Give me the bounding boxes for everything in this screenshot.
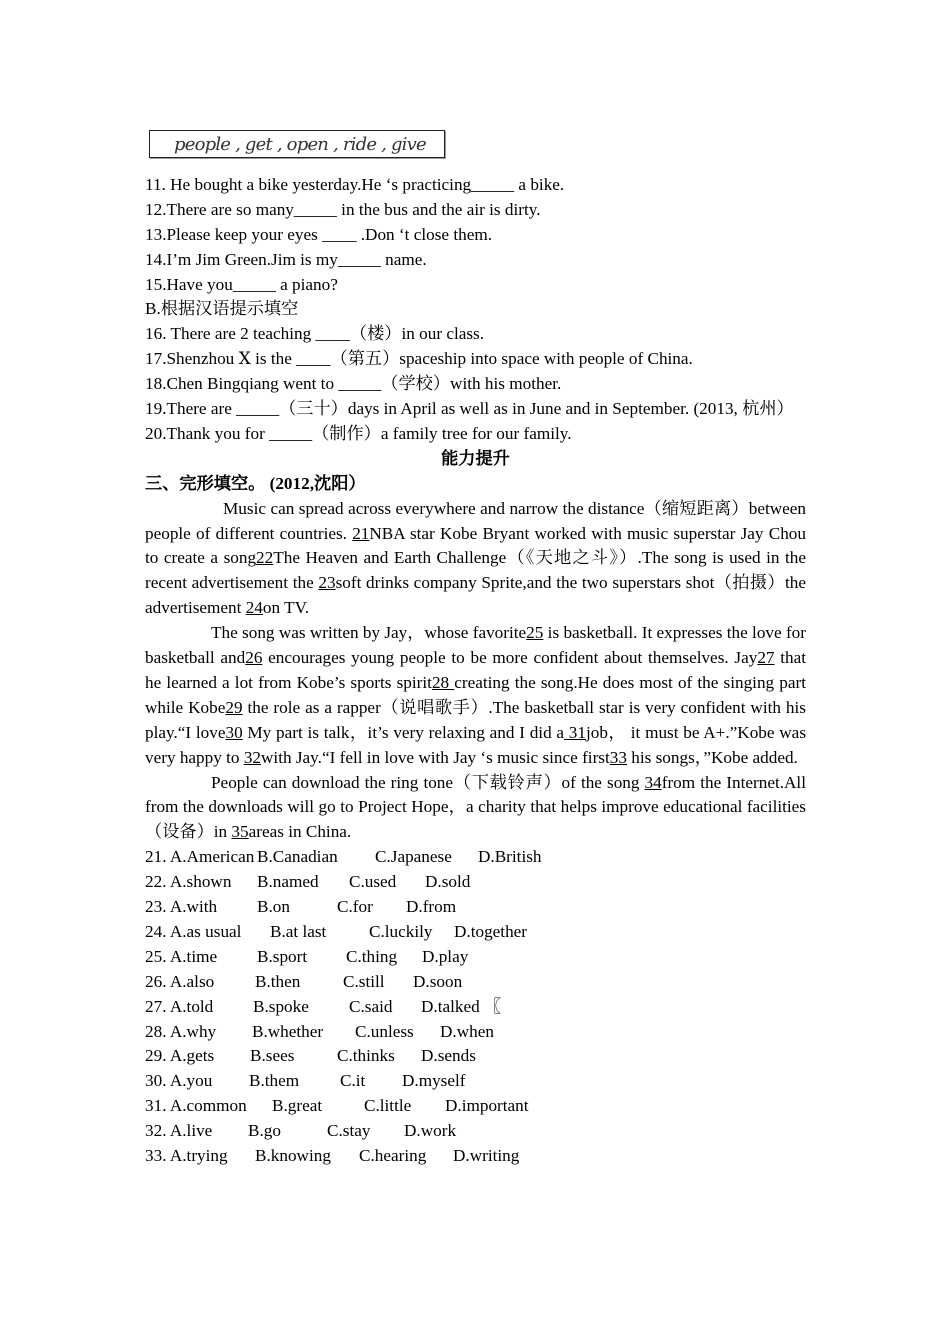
blank-number: 29 [225, 697, 243, 717]
passage-text: My part is talk，it’s very relaxing and I did a [242, 722, 565, 742]
option-choice: D.when [440, 1021, 494, 1041]
passage-text: areas in China. [248, 822, 352, 842]
passage-text: that he learned a lot from Kobe’s sports spirit [145, 648, 806, 692]
worksheet-page [145, 130, 806, 1169]
option-choice: C.hearing [359, 1145, 427, 1165]
option-choice: B.Canadian [257, 847, 338, 867]
option-choice: C.thing [346, 946, 398, 966]
passage-text: NBA star Kobe Bryant worked with music superstar Jay Chou to create a song [145, 523, 806, 568]
option-choice: 31. A.common [145, 1096, 247, 1116]
option-choice: B.on [257, 897, 290, 917]
option-choice: C.stay [327, 1121, 371, 1141]
passage-text: Music can spread across everywhere and narrow the distance（缩短距离）between people of different countries. [145, 498, 806, 543]
option-row [145, 1094, 806, 1119]
question-19: 19.There are _____（三十）days in April as well as in June and in September. (2013, 杭州） [145, 399, 794, 419]
option-choice: C.it [340, 1071, 366, 1091]
question-13: 13.Please keep your eyes ____ .Don ‘t close them. [145, 224, 493, 244]
option-choice: B.named [257, 872, 319, 892]
question-14: 14.I’m Jim Green.Jim is my_____ name. [145, 249, 427, 269]
option-choice: 21. A.American [145, 847, 255, 867]
blank-number: 33 [609, 747, 627, 767]
option-row [145, 1044, 806, 1069]
option-choice: 32. A.live [145, 1121, 213, 1141]
blank-number: 35 [231, 822, 249, 842]
question-15: 15.Have you_____ a piano? [145, 274, 338, 294]
option-choice: D.myself [402, 1071, 466, 1091]
option-choice: D.writing [453, 1145, 520, 1165]
passage-paragraph-3 [145, 771, 806, 846]
option-row [145, 945, 806, 970]
option-row [145, 870, 806, 895]
option-choice: C.said [349, 996, 393, 1016]
passage-paragraph-2 [145, 621, 806, 770]
option-choice: 27. A.told [145, 996, 214, 1016]
blank-number: 34 [644, 772, 662, 792]
option-choice: D.sends [421, 1046, 476, 1066]
option-choice: 23. A.with [145, 897, 218, 917]
option-choice: D.together [454, 921, 528, 941]
blank-number: 24 [245, 598, 263, 618]
option-row [145, 920, 806, 945]
question-12: 12.There are so many_____ in the bus and the air is dirty. [145, 199, 541, 219]
option-row [145, 1144, 806, 1169]
option-choice: D.British [478, 847, 542, 867]
option-choice: B.whether [252, 1021, 324, 1041]
option-choice: B.them [249, 1071, 300, 1091]
option-choice: B.knowing [255, 1145, 331, 1165]
blank-number: 30 [225, 722, 243, 742]
section-heading: 能力提升 [441, 448, 510, 468]
blank-number: 27 [757, 648, 775, 668]
option-choice: C.still [343, 971, 385, 991]
passage-text: on TV. [262, 598, 310, 618]
passage-text: job， it must be A+.”Kobe was very happy to [145, 722, 807, 767]
blank-number: 22 [256, 548, 274, 568]
part-b-questions [145, 322, 806, 446]
option-choice: 25. A.time [145, 946, 218, 966]
passage-text: with Jay.“I fell in love with Jay ‘s music since first [261, 747, 610, 767]
blank-number: 32 [243, 747, 261, 767]
option-choice: D.play [422, 946, 469, 966]
option-choice: B.spoke [253, 996, 309, 1016]
passage-text: is basketball. It expresses the love for basketball and [145, 623, 806, 668]
blank-number: 25 [526, 623, 544, 643]
blank-number: 28 [431, 672, 455, 692]
word-bank-text: people , get , open , ride , give [174, 133, 426, 155]
option-choice: C.Japanese [375, 847, 452, 867]
option-choice: C.thinks [337, 1046, 395, 1066]
option-choice: C.luckily [369, 921, 433, 941]
passage-text: The Heaven and Earth Challenge（《天地之斗》）.The song is used in the recent advertisement the [145, 548, 806, 593]
passage-text: his songs，”Kobe added. [626, 747, 798, 767]
passage-text: creating the song.He does most of the singing part while Kobe [145, 672, 806, 717]
blank-number: 23 [318, 573, 336, 593]
blank-number: 31 [564, 722, 586, 742]
word-bank-box [149, 130, 445, 158]
option-choice: D.from [406, 897, 457, 917]
option-choice: 24. A.as usual [145, 921, 242, 941]
option-choice: 33. A.trying [145, 1145, 228, 1165]
option-choice: 30. A.you [145, 1071, 213, 1091]
option-row [145, 845, 806, 870]
option-choice: 22. A.shown [145, 872, 232, 892]
passage-text: the role as a rapper（说唱歌手）.The basketball star is very confident with his play.“I love [145, 697, 806, 742]
passage-text: soft drinks company Sprite,and the two superstars shot（拍摄）the advertisement [145, 573, 806, 618]
option-choice: C.used [349, 872, 397, 892]
question-20: 20.Thank you for _____（制作）a family tree for our family. [145, 423, 572, 443]
option-choice: D.important [445, 1096, 529, 1116]
option-row [145, 895, 806, 920]
blank-number: 26 [245, 648, 263, 668]
option-row [145, 1020, 806, 1045]
option-row [145, 1119, 806, 1144]
option-choice: D.soon [413, 971, 463, 991]
question-17: 17.Shenzhou Ⅹ is the ____（第五）spaceship into space with people of China. [145, 349, 693, 369]
question-11: 11. He bought a bike yesterday.He ‘s practicing_____ a bike. [145, 175, 565, 194]
option-choice: C.for [337, 897, 373, 917]
question-18: 18.Chen Bingqiang went to _____（学校）with his mother. [145, 374, 562, 394]
option-row [145, 995, 806, 1020]
option-choice: B.sees [250, 1046, 295, 1066]
answer-options [145, 845, 806, 1169]
option-choice: D.work [404, 1121, 457, 1141]
option-choice: 29. A.gets [145, 1046, 215, 1066]
option-row [145, 1069, 806, 1094]
option-choice: B.go [248, 1121, 281, 1141]
option-choice: D.sold [425, 872, 471, 892]
passage-text: from the Internet.All from the downloads will go to Project Hope，a charity that helps improve educational facilities（设备）in [145, 772, 806, 842]
passage-text: The song was written by Jay，whose favorite [211, 623, 527, 643]
option-choice: B.great [272, 1096, 323, 1116]
option-choice: D.talked 〖 [421, 996, 502, 1016]
passage-text: People can download the ring tone（下载铃声）of the song [211, 772, 645, 792]
passage-paragraph-1 [145, 497, 806, 622]
option-choice: C.unless [355, 1021, 414, 1041]
part-b-title: B.根据汉语提示填空 [145, 299, 299, 319]
option-choice: 28. A.why [145, 1021, 217, 1041]
option-choice: B.sport [257, 946, 308, 966]
passage-text: encourages young people to be more confident about themselves. Jay [262, 648, 758, 668]
option-choice: B.then [255, 971, 301, 991]
blank-number: 21 [352, 523, 370, 543]
section-title: 三、完形填空。 (2012,沈阳） [145, 473, 366, 493]
option-choice: B.at last [270, 921, 327, 941]
option-choice: 26. A.also [145, 971, 215, 991]
part-a-questions [145, 173, 806, 297]
option-row [145, 970, 806, 995]
option-choice: C.little [364, 1096, 412, 1116]
question-16: 16. There are 2 teaching ____（楼）in our class. [145, 324, 485, 344]
